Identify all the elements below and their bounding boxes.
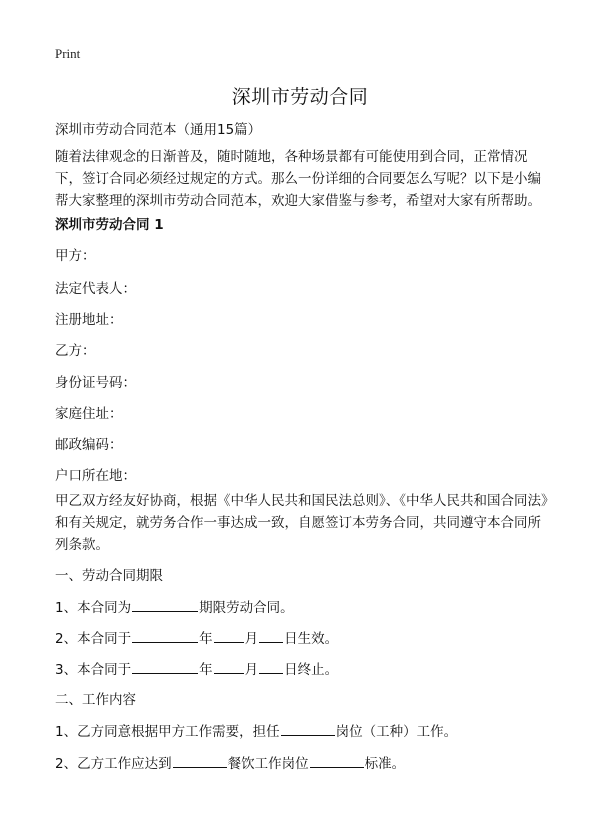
end-day-blank <box>259 658 283 674</box>
clause1-item3-year: 年 <box>199 662 213 678</box>
clause1-heading: 一、劳动合同期限 <box>55 568 163 584</box>
clause1-item3-month: 月 <box>244 662 259 678</box>
start-year-blank <box>132 627 198 643</box>
clause2-item2-mid: 餐饮工作岗位 <box>227 756 309 772</box>
clause2-item1 <box>55 720 457 743</box>
clause2-item2 <box>55 752 405 775</box>
field-legal-rep: 法定代表人： <box>55 281 136 297</box>
clause1-item3 <box>55 658 338 681</box>
field-home-address: 家庭住址： <box>55 406 123 422</box>
clause2-item2-pre: 2、乙方工作应达到 <box>55 756 172 772</box>
clause1-item1 <box>55 596 294 619</box>
clause1-item2-post: 日生效。 <box>284 631 339 647</box>
clause1-item2-year: 年 <box>199 631 213 647</box>
clause1-item3-pre: 3、本合同于 <box>55 662 132 678</box>
clause1-item1-pre: 1、本合同为 <box>55 600 132 616</box>
clause1-item1-post: 期限劳动合同。 <box>199 600 294 616</box>
position-blank <box>281 720 335 736</box>
intro-paragraph: 随着法律观念的日渐普及，随时随地，各种场景都有可能使用到合同，正常情况下，签订合同必须经过规定的方式。那么一份详细的合同要怎么写呢？以下是小编帮大家整理的深圳市劳动合同范本，欢迎大家借鉴与参考，希望对大家有所帮助。 <box>55 149 541 209</box>
contract-type-blank <box>132 596 198 612</box>
field-hukou: 户口所在地： <box>55 468 136 484</box>
document-title: 深圳市劳动合同 <box>231 86 369 108</box>
start-day-blank <box>259 627 283 643</box>
document-subtitle: 深圳市劳动合同范本（通用15篇） <box>55 122 262 138</box>
clause1-item2-pre: 2、本合同于 <box>55 631 132 647</box>
field-postal-code: 邮政编码： <box>55 437 123 453</box>
end-month-blank <box>214 658 244 674</box>
clause1-item2 <box>55 627 338 650</box>
start-month-blank <box>214 627 244 643</box>
standard-blank <box>310 752 364 768</box>
clause1-item2-month: 月 <box>244 631 259 647</box>
section-heading: 深圳市劳动合同 1 <box>55 217 164 233</box>
clause2-item1-post: 岗位（工种）工作。 <box>335 724 458 740</box>
clause2-heading: 二、工作内容 <box>55 692 136 708</box>
print-link[interactable]: Print <box>55 46 81 61</box>
clause2-item1-pre: 1、乙方同意根据甲方工作需要，担任 <box>55 724 280 740</box>
clause1-item3-post: 日终止。 <box>284 662 339 678</box>
clause2-item2-post: 标准。 <box>364 756 406 772</box>
preamble-paragraph: 甲乙双方经友好协商，根据《中华人民共和国民法总则》、《中华人民共和国合同法》和有关规定，就劳务合作一事达成一致，自愿签订本劳务合同，共同遵守本合同所列条款。 <box>55 493 548 553</box>
field-reg-address: 注册地址： <box>55 312 123 328</box>
field-party-a: 甲方： <box>55 248 96 264</box>
workplace-blank <box>173 752 227 768</box>
end-year-blank <box>132 658 198 674</box>
field-party-b: 乙方： <box>55 343 96 359</box>
field-id-number: 身份证号码： <box>55 375 136 391</box>
